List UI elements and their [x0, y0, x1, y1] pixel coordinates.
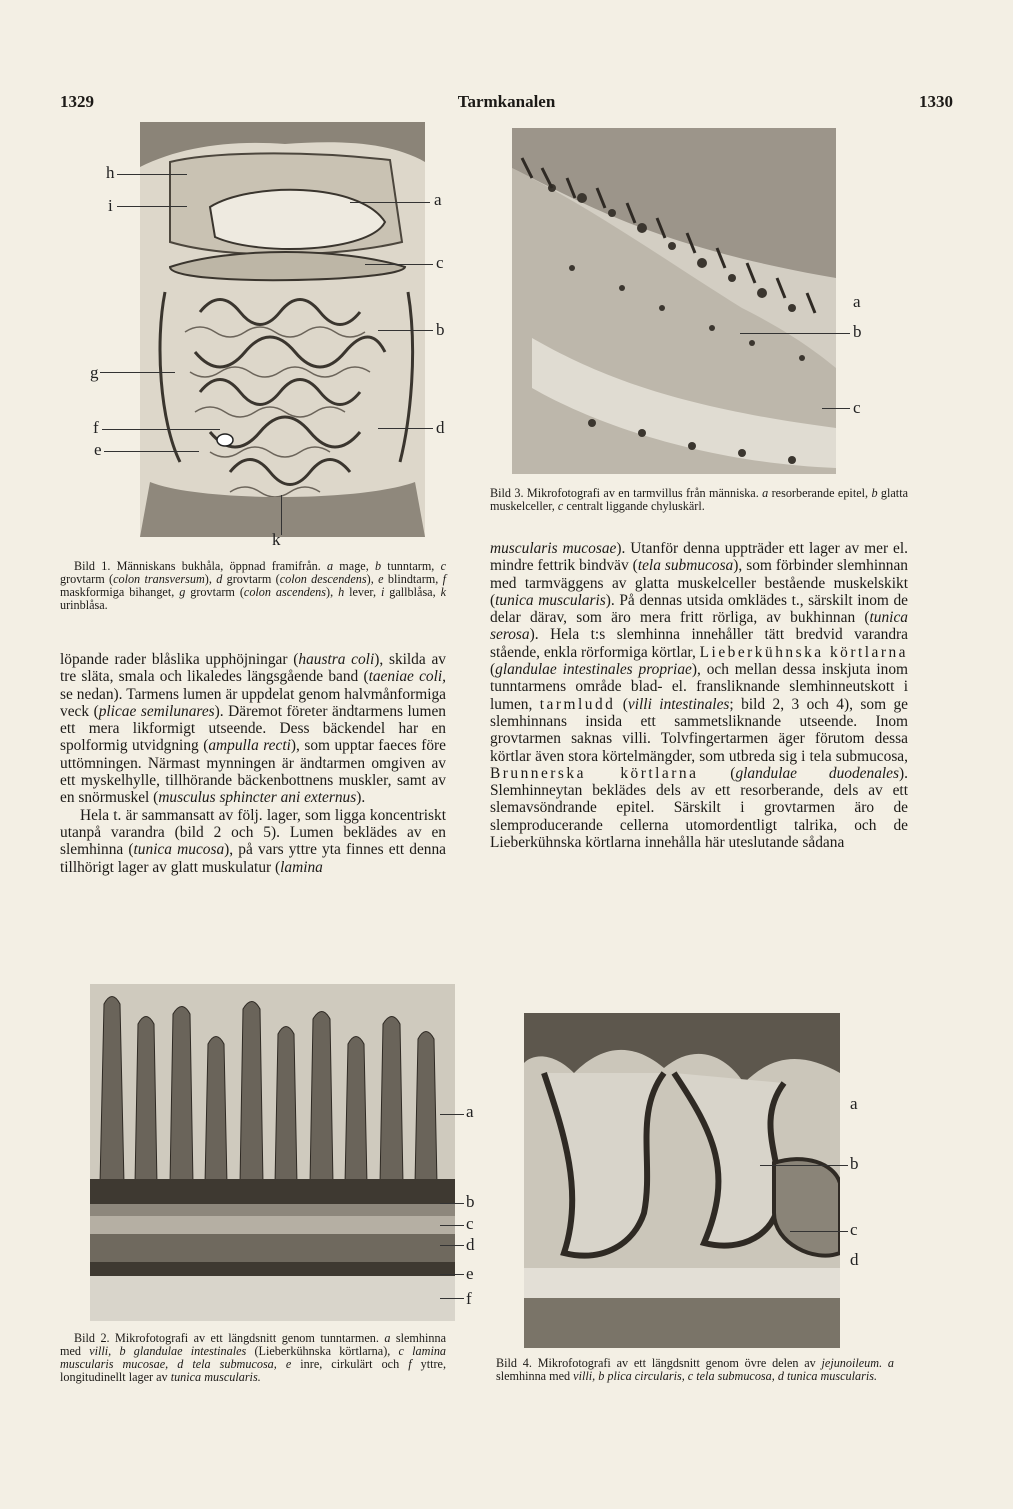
fig2-leader-c — [440, 1225, 464, 1226]
page-number-right: 1330 — [919, 92, 953, 111]
fig1-label-d: d — [436, 418, 445, 437]
fig3-leader-c — [822, 408, 850, 409]
figure-small-intestine-section — [90, 984, 455, 1321]
fig2-label-a: a — [466, 1102, 474, 1121]
fig1-label-e: e — [94, 440, 102, 459]
fig1-label-f: f — [93, 418, 99, 437]
figure-jejunoileum-section — [524, 1013, 840, 1348]
fig1-leader-b — [378, 330, 433, 331]
fig1-leader-i — [117, 206, 187, 207]
fig2-label-b: b — [466, 1192, 475, 1211]
fig1-leader-h — [117, 174, 187, 175]
fig2-label-d: d — [466, 1235, 475, 1254]
fig4-label-a: a — [850, 1094, 858, 1113]
fig1-label-h: h — [106, 163, 115, 182]
small-intestine-micrograph — [90, 984, 455, 1321]
figure-villus-micrograph — [512, 128, 836, 474]
fig1-leader-a — [350, 202, 430, 203]
fig1-leader-e — [104, 451, 199, 452]
fig2-leader-f — [440, 1298, 464, 1299]
fig3-label-b: b — [853, 322, 862, 341]
left-column-text: löpande rader blåslika upphöjningar (haustra coli), skilda av tre släta, smala och likaledes längsgående band (taeniae coli, se nedan). Tarmens lumen är uppdelat genom halvmånformiga veck (plicae semilunares). Däremot företer ändtarmens lumen ett mera likformigt utseende. Dess bäckendel har en spolformig utvidgning (ampulla recti), som upptar faeces före uttömningen. Närmast mynningen är ändtarmen omgiven av ett myskelhylle, tillhörande bäckenbottnens muskler, samt av en snörmuskel (musculus sphincter ani externus). Hela t. är sammansatt av följ. lager, som ligga koncentriskt utanpå varandra (bild 2 och 5). Lumen beklädes av en slemhinna (tunica mucosa), på vars yttre yta finnes ett denna tillhörigt lager av glatt muskulatur (lamina — [60, 651, 447, 876]
fig4-label-d: d — [850, 1250, 859, 1269]
fig1-label-c: c — [436, 253, 444, 272]
fig3-caption: Bild 3. Mikrofotografi av en tarmvillus från människa. a resorberande epitel, b glatta muskelceller, c centralt liggande chyluskärl. — [490, 486, 908, 513]
fig4-leader-c — [790, 1231, 848, 1232]
fig1-label-i: i — [108, 196, 113, 215]
fig1-leader-d — [378, 428, 433, 429]
fig2-label-f: f — [466, 1289, 472, 1308]
fig1-label-k: k — [272, 530, 281, 549]
fig1-leader-g — [100, 372, 175, 373]
fig2-leader-d — [440, 1245, 464, 1246]
fig1-leader-f — [102, 429, 220, 430]
fig4-label-c: c — [850, 1220, 858, 1239]
fig4-leader-b — [760, 1165, 848, 1166]
right-column-text: muscularis mucosae). Utanför denna uppträder ett lager av mer el. mindre fettrik bindväv (tela submucosa), som förbinder slemhinnan med tarmväggens av glatta muskelceller bestående muskelskikt (tunica muscularis). På dennas utsida omklädes t., särskilt inom de delar därav, som äro mera fritt rörliga, av bukhinnan (tunica serosa). Hela t:s slemhinna innehåller tätt bredvid varandra stående, enkla rörformiga körtlar, Lieberkühnska körtlarna (glandulae intestinales propriae), och mellan dessa inskjuta inom tunntarmens område blad- el. fransliknande slemhinneutskott i lumen, tarmludd (villi intestinales; bild 2, 3 och 4), som ge slemhinnans insida ett sammetsliknande utseende. Inom grovtarmen saknas villi. Tolvfingertarmen äger förutom dessa körtlar även stora körtelmängder, som utbreda sig i tela submucosa, Brunnerska körtlarna (glandulae duodenales). Slemhinneytan beklädes dels av ett resorberande, dels av ett slemavsöndrande epitel. Särskilt i grovtarmen äro de slemproducerande cellerna utomordentligt talrika, och de Lieberkühnska körtlarna innehålla här uteslutande sådana — [490, 540, 909, 852]
fig1-leader-k — [281, 495, 282, 535]
fig1-caption: Bild 1. Människans bukhåla, öppnad framifrån. a mage, b tunntarm, c grovtarm (colon transversum), d grovtarm (colon descendens), e blindtarm, f maskformiga bihanget, g grovtarm (colon ascendens), h lever, i gallblåsa, k urinblåsa. — [60, 559, 447, 612]
fig1-label-b: b — [436, 320, 445, 339]
fig2-label-c: c — [466, 1214, 474, 1233]
fig2-leader-a — [440, 1114, 464, 1115]
jejunoileum-micrograph — [524, 1013, 840, 1348]
fig1-leader-c — [365, 264, 433, 265]
fig3-leader-b — [740, 333, 850, 334]
fig4-caption: Bild 4. Mikrofotografi av ett längdsnitt genom övre delen av jejunoileum. a slemhinna med villi, b plica circularis, c tela submucosa, d tunica muscularis. — [496, 1356, 894, 1383]
fig2-leader-e — [440, 1274, 464, 1275]
villus-micrograph — [512, 128, 836, 474]
fig1-label-g: g — [90, 363, 99, 382]
page-number-left: 1329 — [60, 92, 94, 111]
fig4-label-b: b — [850, 1154, 859, 1173]
fig3-label-c: c — [853, 398, 861, 417]
fig2-leader-b — [440, 1203, 464, 1204]
fig2-label-e: e — [466, 1264, 474, 1283]
fig1-label-a: a — [434, 190, 442, 209]
fig2-caption: Bild 2. Mikrofotografi av ett längdsnitt genom tunntarmen. a slemhinna med villi, b glandulae intestinales (Lieberkühnska körtlarna), c lamina muscularis mucosae, d tela submucosa, e inre, cirkulärt och f yttre, longitudinellt lager av tunica muscularis. — [60, 1331, 447, 1384]
fig3-label-a: a — [853, 292, 861, 311]
page-title: Tarmkanalen — [457, 92, 556, 111]
